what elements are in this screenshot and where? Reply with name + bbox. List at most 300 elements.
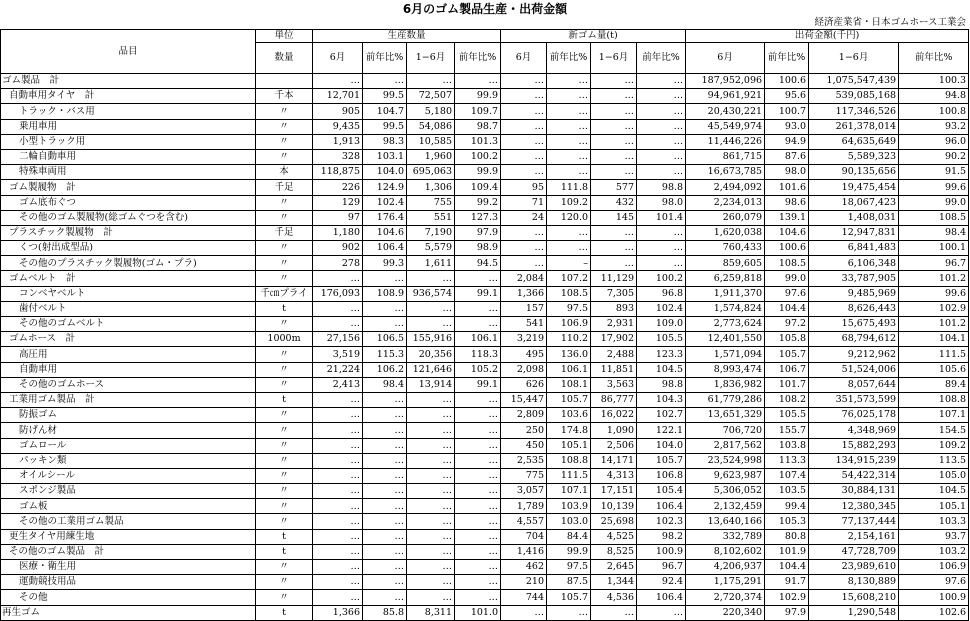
row-label: 小型トラック用 bbox=[1, 134, 256, 149]
table-cell: … bbox=[313, 408, 363, 423]
table-cell: … bbox=[363, 271, 407, 286]
table-cell: 104.5 bbox=[637, 362, 686, 377]
table-cell: … bbox=[501, 256, 547, 271]
table-cell: 210 bbox=[501, 575, 547, 590]
table-cell: 1,306 bbox=[407, 180, 455, 195]
table-cell: 176,093 bbox=[313, 286, 363, 301]
row-label: 再生ゴム bbox=[1, 605, 256, 620]
table-cell: 695,063 bbox=[407, 165, 455, 180]
table-cell: … bbox=[407, 317, 455, 332]
table-cell: 2,154,161 bbox=[809, 529, 899, 544]
table-cell: … bbox=[637, 225, 686, 240]
row-unit: 〃 bbox=[256, 271, 313, 286]
table-cell: 99.1 bbox=[455, 377, 501, 392]
table-row bbox=[1, 286, 969, 301]
row-unit: 〃 bbox=[256, 195, 313, 210]
table-cell: … bbox=[363, 560, 407, 575]
table-cell: 101.3 bbox=[455, 134, 501, 149]
col-header-shipment: 出荷金額(千円) bbox=[686, 30, 969, 43]
table-cell: 2,809 bbox=[501, 408, 547, 423]
table-cell: 101.4 bbox=[637, 210, 686, 225]
table-cell: 94.8 bbox=[899, 89, 969, 104]
table-cell: 2,535 bbox=[501, 453, 547, 468]
table-cell: 104.7 bbox=[363, 104, 407, 119]
row-label: 自動車用タイヤ 計 bbox=[1, 89, 256, 104]
table-row bbox=[1, 408, 969, 423]
table-cell: 1,789 bbox=[501, 499, 547, 514]
table-cell: 16,022 bbox=[591, 408, 637, 423]
table-cell: 71 bbox=[501, 195, 547, 210]
table-cell: 106.4 bbox=[637, 499, 686, 514]
table-cell: 278 bbox=[313, 256, 363, 271]
col-header-yoy: 前年比% bbox=[547, 43, 591, 74]
table-cell: … bbox=[455, 468, 501, 483]
table-cell: 108.1 bbox=[547, 377, 591, 392]
row-label: 更生タイヤ用練生地 bbox=[1, 529, 256, 544]
table-cell: 12,401,550 bbox=[686, 332, 765, 347]
table-cell: … bbox=[407, 438, 455, 453]
table-cell: 104.4 bbox=[765, 560, 809, 575]
table-cell: 104.0 bbox=[363, 165, 407, 180]
table-cell: 1,960 bbox=[407, 149, 455, 164]
table-cell: 4,313 bbox=[591, 468, 637, 483]
table-cell: … bbox=[591, 605, 637, 620]
table-cell: … bbox=[313, 499, 363, 514]
table-cell: 108.2 bbox=[765, 392, 809, 407]
table-cell: … bbox=[407, 408, 455, 423]
table-row bbox=[1, 225, 969, 240]
table-cell: … bbox=[363, 301, 407, 316]
row-label: ゴム底布ぐつ bbox=[1, 195, 256, 210]
col-header-production: 生産数量 bbox=[313, 30, 501, 43]
table-cell: … bbox=[407, 423, 455, 438]
table-cell: 89.4 bbox=[899, 377, 969, 392]
table-cell: 124.9 bbox=[363, 180, 407, 195]
table-cell: 94.9 bbox=[765, 134, 809, 149]
row-unit: 〃 bbox=[256, 210, 313, 225]
table-cell: 1,090 bbox=[591, 423, 637, 438]
table-cell: 111.5 bbox=[899, 347, 969, 362]
table-cell: 93.2 bbox=[899, 119, 969, 134]
row-unit: t bbox=[256, 392, 313, 407]
table-cell: … bbox=[637, 165, 686, 180]
table-cell: 47,728,709 bbox=[809, 544, 899, 559]
table-row bbox=[1, 301, 969, 316]
row-label: ゴムベルト 計 bbox=[1, 271, 256, 286]
table-row bbox=[1, 605, 969, 620]
table-cell: … bbox=[455, 484, 501, 499]
table-cell: 33,787,905 bbox=[809, 271, 899, 286]
table-cell: … bbox=[313, 544, 363, 559]
table-cell: 99.2 bbox=[455, 195, 501, 210]
table-cell: 99.6 bbox=[899, 286, 969, 301]
table-cell: … bbox=[637, 104, 686, 119]
table-cell: 936,574 bbox=[407, 286, 455, 301]
table-cell: … bbox=[637, 241, 686, 256]
table-cell: … bbox=[363, 575, 407, 590]
table-cell: 2,773,624 bbox=[686, 317, 765, 332]
row-unit: t bbox=[256, 605, 313, 620]
table-row bbox=[1, 453, 969, 468]
table-cell: … bbox=[501, 74, 547, 89]
table-cell: 1,366 bbox=[501, 286, 547, 301]
table-cell: 8,130,889 bbox=[809, 575, 899, 590]
table-cell: 495 bbox=[501, 347, 547, 362]
table-cell: … bbox=[591, 74, 637, 89]
table-cell: … bbox=[313, 529, 363, 544]
row-label: その他のプラスチック製履物(ゴム・プラ) bbox=[1, 256, 256, 271]
table-cell: 96.7 bbox=[899, 256, 969, 271]
table-cell: 12,947,831 bbox=[809, 225, 899, 240]
table-cell: 626 bbox=[501, 377, 547, 392]
table-cell: 104.1 bbox=[899, 332, 969, 347]
table-cell: 102.7 bbox=[637, 408, 686, 423]
table-cell: 85.8 bbox=[363, 605, 407, 620]
table-row bbox=[1, 484, 969, 499]
table-cell: 101.6 bbox=[765, 180, 809, 195]
table-cell: 105.1 bbox=[899, 499, 969, 514]
table-cell: 1,574,824 bbox=[686, 301, 765, 316]
table-cell: 16,673,785 bbox=[686, 165, 765, 180]
table-cell: … bbox=[407, 560, 455, 575]
table-cell: 45,549,974 bbox=[686, 119, 765, 134]
table-cell: 105.7 bbox=[547, 392, 591, 407]
table-cell: … bbox=[363, 392, 407, 407]
table-cell: 93.7 bbox=[899, 529, 969, 544]
table-cell: 103.9 bbox=[547, 499, 591, 514]
table-cell: 15,882,293 bbox=[809, 438, 899, 453]
table-cell: 2,720,374 bbox=[686, 590, 765, 605]
table-cell: 90,135,656 bbox=[809, 165, 899, 180]
row-label: オイルシール bbox=[1, 468, 256, 483]
table-cell: 102.3 bbox=[637, 514, 686, 529]
table-cell: 154.5 bbox=[899, 423, 969, 438]
table-row bbox=[1, 195, 969, 210]
table-cell: 893 bbox=[591, 301, 637, 316]
table-cell: 91.7 bbox=[765, 575, 809, 590]
table-cell: … bbox=[313, 74, 363, 89]
table-cell: 15,447 bbox=[501, 392, 547, 407]
table-cell: … bbox=[501, 149, 547, 164]
table-cell: 905 bbox=[313, 104, 363, 119]
table-cell: 54,422,314 bbox=[809, 468, 899, 483]
table-cell: … bbox=[363, 74, 407, 89]
table-cell: 9,623,987 bbox=[686, 468, 765, 483]
table-row bbox=[1, 332, 969, 347]
table-cell: 102.4 bbox=[637, 301, 686, 316]
table-cell: 2,494,092 bbox=[686, 180, 765, 195]
table-cell: 539,085,168 bbox=[809, 89, 899, 104]
table-cell: 99.6 bbox=[899, 180, 969, 195]
row-unit: 〃 bbox=[256, 575, 313, 590]
table-cell: 76,025,178 bbox=[809, 408, 899, 423]
table-cell: 129 bbox=[313, 195, 363, 210]
table-cell: 260,079 bbox=[686, 210, 765, 225]
table-cell: 68,794,612 bbox=[809, 332, 899, 347]
table-cell: 18,067,423 bbox=[809, 195, 899, 210]
table-row bbox=[1, 134, 969, 149]
table-cell: … bbox=[637, 134, 686, 149]
col-header-yoy: 前年比% bbox=[637, 43, 686, 74]
table-cell: 109.2 bbox=[899, 438, 969, 453]
row-label: 乗用車用 bbox=[1, 119, 256, 134]
table-cell: 98.7 bbox=[455, 119, 501, 134]
table-cell: 704 bbox=[501, 529, 547, 544]
row-unit: 〃 bbox=[256, 423, 313, 438]
table-cell: 100.1 bbox=[899, 241, 969, 256]
table-cell: 98.8 bbox=[637, 377, 686, 392]
table-cell: 103.6 bbox=[547, 408, 591, 423]
table-cell: 8,311 bbox=[407, 605, 455, 620]
table-row bbox=[1, 317, 969, 332]
table-cell: 12,380,345 bbox=[809, 499, 899, 514]
table-cell: 136.0 bbox=[547, 347, 591, 362]
table-cell: 2,098 bbox=[501, 362, 547, 377]
table-cell: … bbox=[547, 149, 591, 164]
table-cell: 97 bbox=[313, 210, 363, 225]
table-row bbox=[1, 119, 969, 134]
table-row bbox=[1, 210, 969, 225]
row-unit: 〃 bbox=[256, 119, 313, 134]
table-row bbox=[1, 347, 969, 362]
table-cell: 250 bbox=[501, 423, 547, 438]
table-cell: 98.4 bbox=[363, 377, 407, 392]
table-cell: … bbox=[455, 499, 501, 514]
table-cell: 110.2 bbox=[547, 332, 591, 347]
table-cell: 174.8 bbox=[547, 423, 591, 438]
table-cell: 15,675,493 bbox=[809, 317, 899, 332]
table-cell: 98.9 bbox=[455, 241, 501, 256]
table-cell: 105.7 bbox=[547, 590, 591, 605]
table-cell: 120.0 bbox=[547, 210, 591, 225]
table-cell: 8,993,474 bbox=[686, 362, 765, 377]
table-cell: … bbox=[363, 317, 407, 332]
table-cell: 450 bbox=[501, 438, 547, 453]
table-cell: … bbox=[501, 165, 547, 180]
table-cell: 106.4 bbox=[363, 241, 407, 256]
table-row bbox=[1, 514, 969, 529]
table-cell: … bbox=[501, 89, 547, 104]
table-cell: 9,212,962 bbox=[809, 347, 899, 362]
table-cell: 6,841,483 bbox=[809, 241, 899, 256]
row-unit: 〃 bbox=[256, 408, 313, 423]
table-row bbox=[1, 362, 969, 377]
table-cell: 118.3 bbox=[455, 347, 501, 362]
table-cell: … bbox=[547, 119, 591, 134]
row-unit: 〃 bbox=[256, 317, 313, 332]
table-cell: … bbox=[501, 225, 547, 240]
table-row bbox=[1, 499, 969, 514]
row-unit: 千足 bbox=[256, 225, 313, 240]
table-cell: 96.7 bbox=[637, 560, 686, 575]
table-cell: 104.6 bbox=[765, 225, 809, 240]
table-cell: 2,931 bbox=[591, 317, 637, 332]
table-cell: 98.8 bbox=[637, 180, 686, 195]
table-cell: 91.5 bbox=[899, 165, 969, 180]
row-label: 防振ゴム bbox=[1, 408, 256, 423]
row-label: その他のゴム製品 計 bbox=[1, 544, 256, 559]
table-cell: 4,348,969 bbox=[809, 423, 899, 438]
table-cell: 6,106,348 bbox=[809, 256, 899, 271]
row-unit: 〃 bbox=[256, 256, 313, 271]
table-cell: 105.7 bbox=[637, 453, 686, 468]
table-cell: 98.3 bbox=[363, 134, 407, 149]
table-cell: … bbox=[313, 575, 363, 590]
table-cell: 108.9 bbox=[363, 286, 407, 301]
table-cell: 104.5 bbox=[899, 484, 969, 499]
table-cell: 107.2 bbox=[547, 271, 591, 286]
table-cell: 99.3 bbox=[363, 256, 407, 271]
table-cell: 2,084 bbox=[501, 271, 547, 286]
table-cell: 97.9 bbox=[455, 225, 501, 240]
table-cell: 87.5 bbox=[547, 575, 591, 590]
table-cell: … bbox=[407, 392, 455, 407]
table-cell: 99.5 bbox=[363, 89, 407, 104]
table-cell: 10,139 bbox=[591, 499, 637, 514]
table-cell: 2,817,562 bbox=[686, 438, 765, 453]
table-cell: 30,884,131 bbox=[809, 484, 899, 499]
col-header-new-rubber: 新ゴム量(t) bbox=[501, 30, 686, 43]
table-row bbox=[1, 271, 969, 286]
table-cell: 187,952,096 bbox=[686, 74, 765, 89]
row-unit: 千㎝プライ bbox=[256, 286, 313, 301]
table-row bbox=[1, 74, 969, 89]
table-cell: 226 bbox=[313, 180, 363, 195]
table-cell: 2,506 bbox=[591, 438, 637, 453]
table-cell: 102.4 bbox=[363, 195, 407, 210]
table-cell: 99.0 bbox=[765, 271, 809, 286]
table-cell: 90.2 bbox=[899, 149, 969, 164]
table-cell: 118,875 bbox=[313, 165, 363, 180]
table-cell: 86,777 bbox=[591, 392, 637, 407]
table-cell: 1,620,038 bbox=[686, 225, 765, 240]
table-cell: 2,132,459 bbox=[686, 499, 765, 514]
table-cell: 117,346,526 bbox=[809, 104, 899, 119]
table-cell: 12,701 bbox=[313, 89, 363, 104]
table-cell: 95.6 bbox=[765, 89, 809, 104]
table-cell: 11,129 bbox=[591, 271, 637, 286]
table-row bbox=[1, 104, 969, 119]
table-cell: 99.9 bbox=[455, 165, 501, 180]
table-cell: 15,608,210 bbox=[809, 590, 899, 605]
row-label: 特殊車両用 bbox=[1, 165, 256, 180]
row-unit: t bbox=[256, 301, 313, 316]
table-cell: … bbox=[407, 514, 455, 529]
row-label: トラック・バス用 bbox=[1, 104, 256, 119]
header-row-main bbox=[1, 30, 969, 43]
table-cell: 99.1 bbox=[455, 286, 501, 301]
table-cell: 100.9 bbox=[899, 590, 969, 605]
table-cell: 105.2 bbox=[455, 362, 501, 377]
table-cell: 104.6 bbox=[363, 225, 407, 240]
table-cell: 755 bbox=[407, 195, 455, 210]
table-cell: 1,180 bbox=[313, 225, 363, 240]
table-cell: 80.8 bbox=[765, 529, 809, 544]
col-header-month: 6月 bbox=[313, 43, 363, 74]
table-cell: … bbox=[501, 241, 547, 256]
table-cell: … bbox=[547, 241, 591, 256]
row-label: その他の工業用ゴム製品 bbox=[1, 514, 256, 529]
row-label: スポンジ製品 bbox=[1, 484, 256, 499]
table-cell: … bbox=[591, 89, 637, 104]
table-cell: 97.9 bbox=[765, 605, 809, 620]
table-cell: 13,640,166 bbox=[686, 514, 765, 529]
table-cell: 103.2 bbox=[899, 544, 969, 559]
table-cell: 1,408,031 bbox=[809, 210, 899, 225]
table-cell: … bbox=[407, 301, 455, 316]
table-cell: – bbox=[547, 256, 591, 271]
table-cell: 94,961,921 bbox=[686, 89, 765, 104]
row-unit: 〃 bbox=[256, 377, 313, 392]
table-cell: 8,057,644 bbox=[809, 377, 899, 392]
table-cell: 102.9 bbox=[899, 301, 969, 316]
table-cell: … bbox=[407, 499, 455, 514]
table-cell: 23,989,610 bbox=[809, 560, 899, 575]
table-cell: 54,086 bbox=[407, 119, 455, 134]
table-cell: 100.2 bbox=[455, 149, 501, 164]
table-row bbox=[1, 438, 969, 453]
table-cell: 155,916 bbox=[407, 332, 455, 347]
table-cell: … bbox=[591, 225, 637, 240]
row-unit: 〃 bbox=[256, 499, 313, 514]
table-cell: … bbox=[313, 514, 363, 529]
table-cell: 105.7 bbox=[765, 347, 809, 362]
table-cell: … bbox=[547, 104, 591, 119]
row-label: パッキン類 bbox=[1, 453, 256, 468]
col-header-month: 6月 bbox=[501, 43, 547, 74]
row-label: ゴムホース 計 bbox=[1, 332, 256, 347]
table-cell: … bbox=[455, 438, 501, 453]
table-cell: 9,435 bbox=[313, 119, 363, 134]
table-cell: 95 bbox=[501, 180, 547, 195]
table-cell: 103.3 bbox=[899, 514, 969, 529]
table-cell: 64,635,649 bbox=[809, 134, 899, 149]
table-cell: 105.1 bbox=[547, 438, 591, 453]
table-cell: 51,524,006 bbox=[809, 362, 899, 377]
statistics-table bbox=[0, 29, 969, 621]
col-header-yoy: 前年比% bbox=[363, 43, 407, 74]
table-cell: 101.0 bbox=[455, 605, 501, 620]
table-cell: 98.0 bbox=[765, 165, 809, 180]
page-title: 6月のゴム製品生産・出荷金額 bbox=[402, 2, 568, 16]
table-row bbox=[1, 241, 969, 256]
table-cell: 8,626,443 bbox=[809, 301, 899, 316]
row-unit: 千本 bbox=[256, 89, 313, 104]
table-cell: … bbox=[455, 453, 501, 468]
table-cell: 113.3 bbox=[765, 453, 809, 468]
row-label: ゴムロール bbox=[1, 438, 256, 453]
table-cell: 97.6 bbox=[765, 286, 809, 301]
table-cell: 99.0 bbox=[899, 195, 969, 210]
table-cell: 21,224 bbox=[313, 362, 363, 377]
table-cell: … bbox=[363, 484, 407, 499]
col-header-ytd: 1−6月 bbox=[407, 43, 455, 74]
table-cell: … bbox=[501, 119, 547, 134]
table-cell: 775 bbox=[501, 468, 547, 483]
table-cell: 100.9 bbox=[637, 544, 686, 559]
table-cell: … bbox=[591, 134, 637, 149]
table-cell: 351,573,599 bbox=[809, 392, 899, 407]
row-label: 防げん材 bbox=[1, 423, 256, 438]
table-cell: 98.0 bbox=[637, 195, 686, 210]
table-cell: … bbox=[455, 392, 501, 407]
table-cell: 109.4 bbox=[455, 180, 501, 195]
table-cell: 17,151 bbox=[591, 484, 637, 499]
table-cell: 23,524,998 bbox=[686, 453, 765, 468]
table-cell: 103.1 bbox=[363, 149, 407, 164]
table-cell: 1,913 bbox=[313, 134, 363, 149]
table-row bbox=[1, 544, 969, 559]
